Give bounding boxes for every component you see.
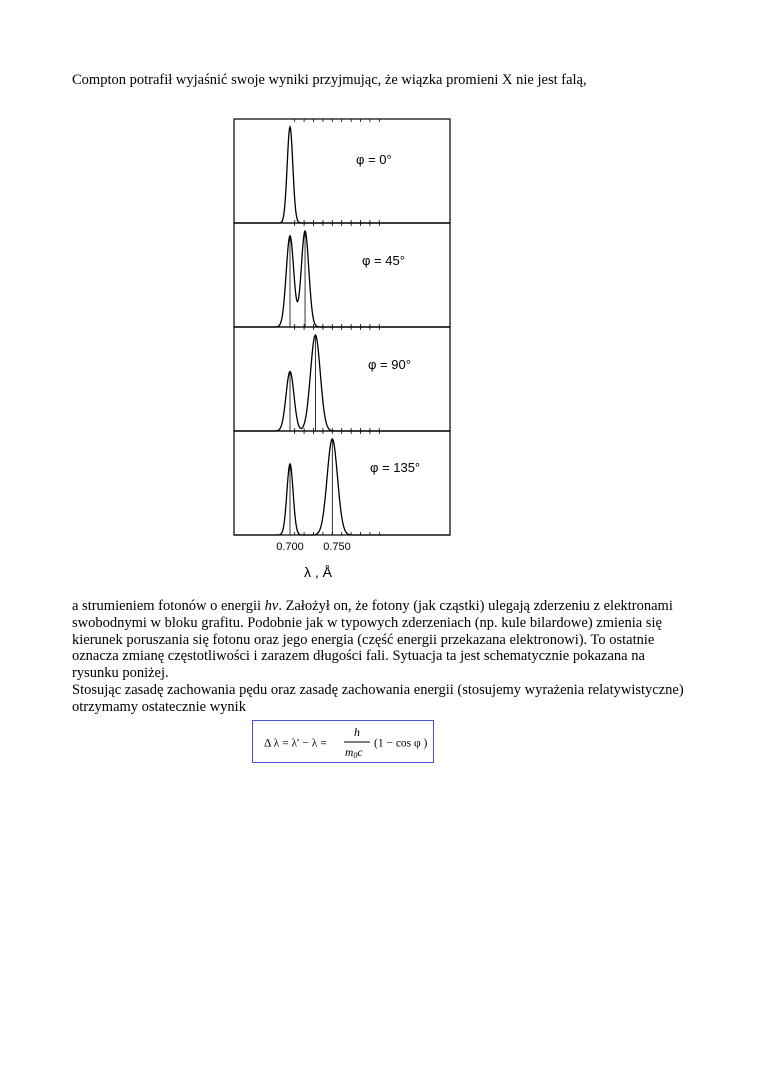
spectrum-curve-phi-0 (234, 127, 450, 223)
x-tick-label-0700: 0.700 (276, 541, 304, 553)
panel-label-phi-0: φ = 0° (356, 152, 392, 167)
formula-numerator: h (354, 725, 360, 739)
paragraph-2: Stosując zasadę zachowania pędu oraz zasadę zachowania energii (stosujemy wyrażenia relatywistyczne) otrzymamy ostatecznie wynik (72, 681, 684, 715)
panel-label-phi-45: φ = 45° (362, 253, 405, 268)
photon-energy-symbol: hv (264, 598, 279, 614)
spectrum-curve-phi-45 (234, 231, 450, 327)
formula-denominator: m0c (345, 747, 363, 760)
panel-label-phi-90: φ = 90° (368, 357, 411, 372)
x-axis-label: λ , Å (303, 564, 333, 580)
formula-lhs: Δ λ = λ′ − λ = (264, 737, 327, 750)
compton-formula (253, 721, 435, 764)
paragraph-1 (72, 598, 692, 682)
body-text (72, 598, 692, 716)
paragraph-1-rest: . Założył on, że fotony (jak cząstki) ulegają zderzeniu z elektronami swobodnymi w bloku grafitu. Podobnie jak w typowych zderzeniach (np. kule bilardowe) zmienia się kierunek poruszania się fotonu oraz jego energia (część energii przekazana elektronowi). To ostatnie oznacza zmianę częstotliwości i zarazem długości fali. Sytuacja ta jest schematycznie pokazana na rysunku poniżej. (72, 598, 673, 682)
intro-line: Compton potrafił wyjaśnić swoje wyniki przyjmując, że wiązka promieni X nie jest falą, (72, 72, 587, 88)
compton-formula-box (252, 720, 434, 763)
paragraph-1-start: a strumieniem fotonów o energii (72, 598, 265, 614)
spectrum-curve-phi-90 (234, 335, 450, 431)
panel-frame-phi-45 (234, 223, 450, 327)
spectrum-curve-phi-135 (234, 439, 450, 535)
formula-rhs: (1 − cos φ ) (374, 737, 428, 750)
panel-label-phi-135: φ = 135° (370, 460, 421, 475)
panel-frame-phi-0 (234, 119, 450, 223)
x-tick-label-0750: 0.750 (323, 541, 351, 553)
panel-frame-phi-90 (234, 327, 450, 431)
